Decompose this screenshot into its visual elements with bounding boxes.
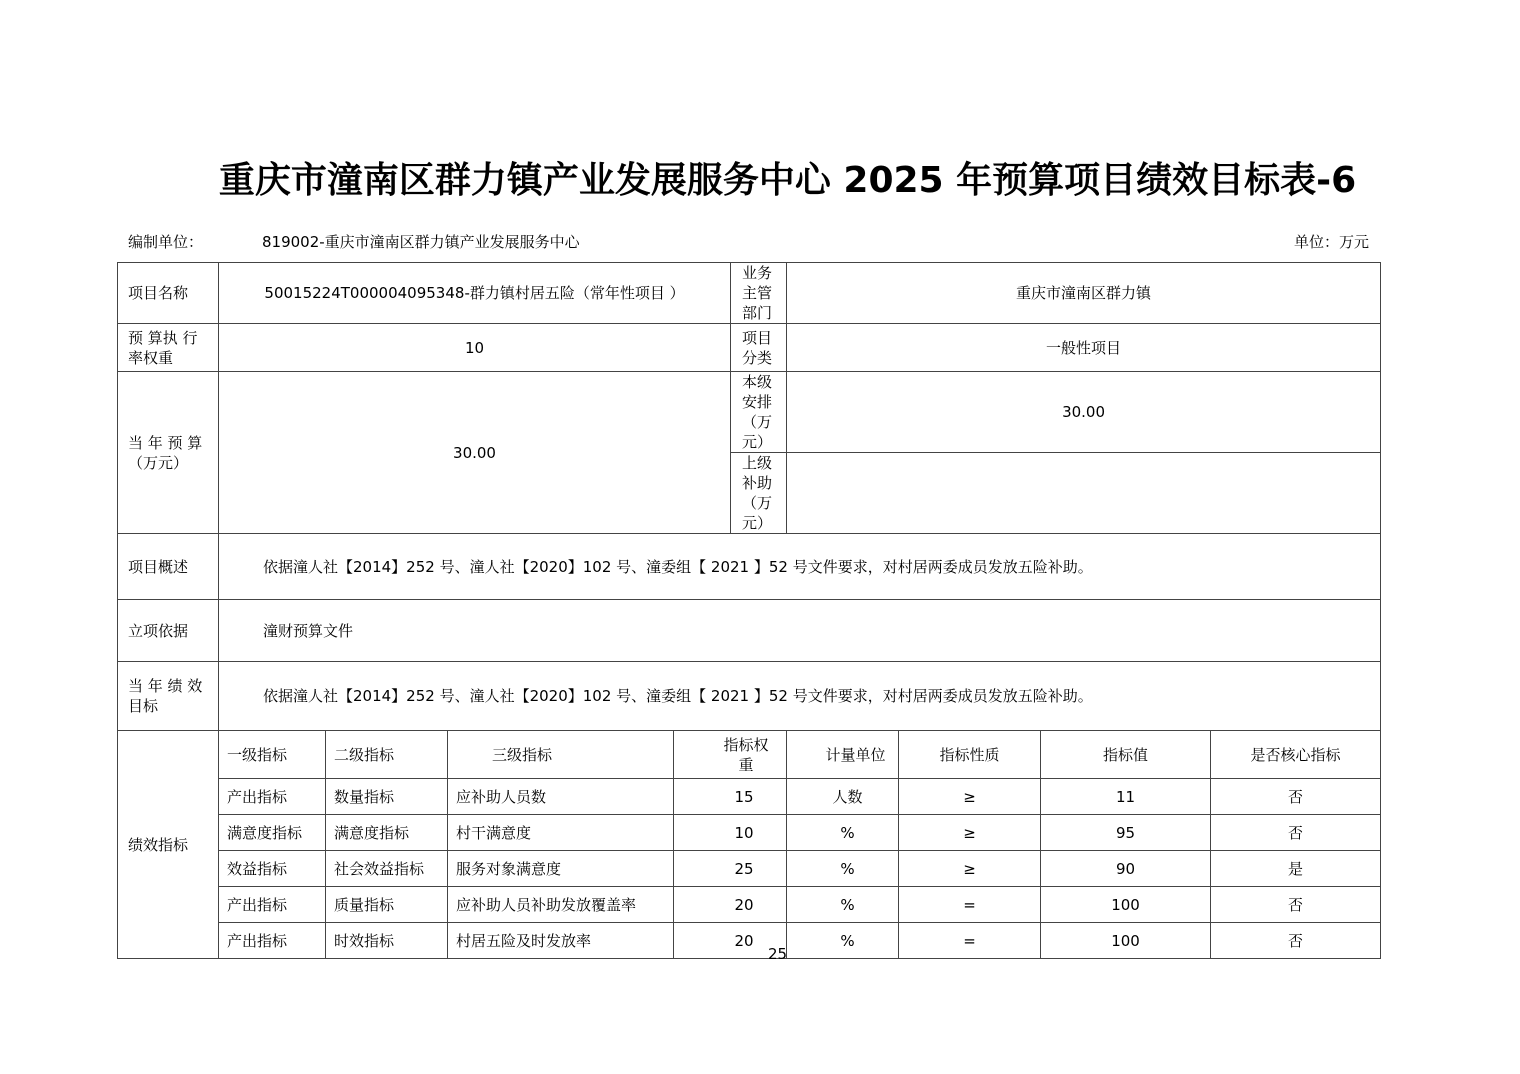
upper-label: 上级补助（万元） <box>731 453 787 534</box>
weight-value: 10 <box>219 324 731 372</box>
header-unit: 计量单位 <box>787 731 899 779</box>
table-row <box>118 887 1381 923</box>
indicators-label: 绩效指标 <box>118 731 219 959</box>
goal-label: 当 年 绩 效目标 <box>118 662 219 731</box>
level3-cell: 应补助人员数 <box>448 779 674 815</box>
overview-value: 依据潼人社【2014】252 号、潼人社【2020】102 号、潼委组【 2021 】52 号文件要求，对村居两委成员发放五险补助。 <box>219 534 1381 600</box>
dept-value: 重庆市潼南区群力镇 <box>787 263 1381 324</box>
header-weight: 指标权重 <box>674 731 787 779</box>
table-row <box>118 779 1381 815</box>
local-label: 本级安排（万元） <box>731 372 787 453</box>
level3-cell: 村居五险及时发放率 <box>448 923 674 959</box>
local-value: 30.00 <box>787 372 1381 453</box>
header-value: 指标值 <box>1041 731 1211 779</box>
level2-cell: 满意度指标 <box>326 815 448 851</box>
performance-table <box>117 262 1381 959</box>
page-number: 25 <box>767 945 788 963</box>
value-cell: 100 <box>1041 923 1211 959</box>
header-level1: 一级指标 <box>219 731 326 779</box>
weight-cell: 15 <box>674 779 787 815</box>
core-cell: 否 <box>1211 923 1381 959</box>
level2-cell: 数量指标 <box>326 779 448 815</box>
value-cell: 11 <box>1041 779 1211 815</box>
weight-cell: 25 <box>674 851 787 887</box>
level1-cell: 产出指标 <box>219 923 326 959</box>
header-core: 是否核心指标 <box>1211 731 1381 779</box>
nature-cell: = <box>899 923 1041 959</box>
upper-value <box>787 453 1381 534</box>
nature-cell: = <box>899 887 1041 923</box>
level1-cell: 产出指标 <box>219 887 326 923</box>
level3-cell: 村干满意度 <box>448 815 674 851</box>
level1-cell: 产出指标 <box>219 779 326 815</box>
category-label: 项目分类 <box>731 324 787 372</box>
nature-cell: ≥ <box>899 779 1041 815</box>
core-cell: 否 <box>1211 815 1381 851</box>
unit-cell: % <box>787 851 899 887</box>
value-cell: 90 <box>1041 851 1211 887</box>
category-value: 一般性项目 <box>787 324 1381 372</box>
goal-value: 依据潼人社【2014】252 号、潼人社【2020】102 号、潼委组【 2021 】52 号文件要求，对村居两委成员发放五险补助。 <box>219 662 1381 731</box>
unit-cell: % <box>787 887 899 923</box>
table-row <box>118 851 1381 887</box>
weight-cell: 20 <box>674 887 787 923</box>
basis-label: 立项依据 <box>118 600 219 662</box>
project-name-value: 50015224T000004095348-群力镇村居五险（常年性项目 ） <box>219 263 731 324</box>
value-cell: 95 <box>1041 815 1211 851</box>
level3-cell: 应补助人员补助发放覆盖率 <box>448 887 674 923</box>
unit-cell: % <box>787 815 899 851</box>
nature-cell: ≥ <box>899 851 1041 887</box>
level1-cell: 满意度指标 <box>219 815 326 851</box>
level2-cell: 质量指标 <box>326 887 448 923</box>
weight-label: 预 算执 行率权重 <box>118 324 219 372</box>
weight-cell: 20 <box>674 923 787 959</box>
value-cell: 100 <box>1041 887 1211 923</box>
nature-cell: ≥ <box>899 815 1041 851</box>
core-cell: 否 <box>1211 887 1381 923</box>
unit-label: 单位：万元 <box>1293 233 1369 251</box>
level1-cell: 效益指标 <box>219 851 326 887</box>
project-name-label: 项目名称 <box>118 263 219 324</box>
unit-cell: 人数 <box>787 779 899 815</box>
core-cell: 否 <box>1211 779 1381 815</box>
level2-cell: 社会效益指标 <box>326 851 448 887</box>
level3-cell: 服务对象满意度 <box>448 851 674 887</box>
header-level3: 三级指标 <box>448 731 674 779</box>
page-title: 重庆市潼南区群力镇产业发展服务中心 2025 年预算项目绩效目标表-6 <box>218 160 1357 201</box>
header-nature: 指标性质 <box>899 731 1041 779</box>
header-level2: 二级指标 <box>326 731 448 779</box>
org-label: 编制单位： <box>128 233 204 251</box>
unit-cell: % <box>787 923 899 959</box>
org-value: 819002-重庆市潼南区群力镇产业发展服务中心 <box>262 233 580 251</box>
weight-cell: 10 <box>674 815 787 851</box>
basis-value: 潼财预算文件 <box>219 600 1381 662</box>
budget-label: 当 年 预 算（万元） <box>118 372 219 534</box>
budget-value: 30.00 <box>219 372 731 534</box>
core-cell: 是 <box>1211 851 1381 887</box>
level2-cell: 时效指标 <box>326 923 448 959</box>
overview-label: 项目概述 <box>118 534 219 600</box>
dept-label: 业务主管部门 <box>731 263 787 324</box>
table-row <box>118 815 1381 851</box>
